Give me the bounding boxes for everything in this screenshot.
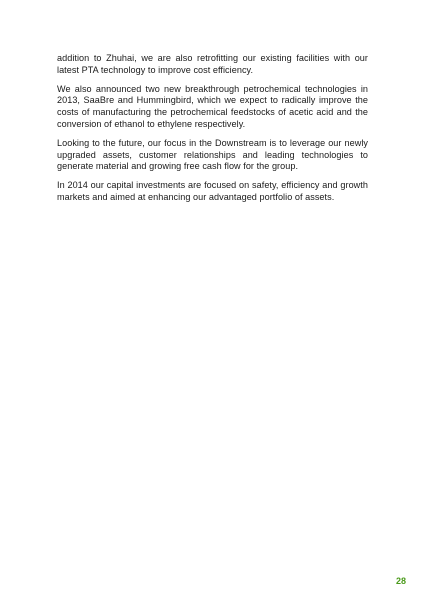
paragraph: addition to Zhuhai, we are also retrofitting our existing facilities with our latest PTA technology to improve cost efficiency. bbox=[57, 53, 368, 75]
body-text bbox=[57, 53, 368, 211]
paragraph: Looking to the future, our focus in the Downstream is to leverage our newly upgraded assets, customer relationships and leading technologies to generate material and growing free cash flow for the group. bbox=[57, 137, 368, 172]
paragraph: In 2014 our capital investments are focused on safety, efficiency and growth markets and aimed at enhancing our advantaged portfolio of assets. bbox=[57, 180, 368, 202]
paragraph: We also announced two new breakthrough petrochemical technologies in 2013, SaaBre and Hummingbird, which we expect to radically improve the costs of manufacturing the petrochemical feedstocks of acetic acid and the conversion of ethanol to ethylene respectively. bbox=[57, 83, 368, 129]
page-number: 28 bbox=[395, 576, 406, 586]
